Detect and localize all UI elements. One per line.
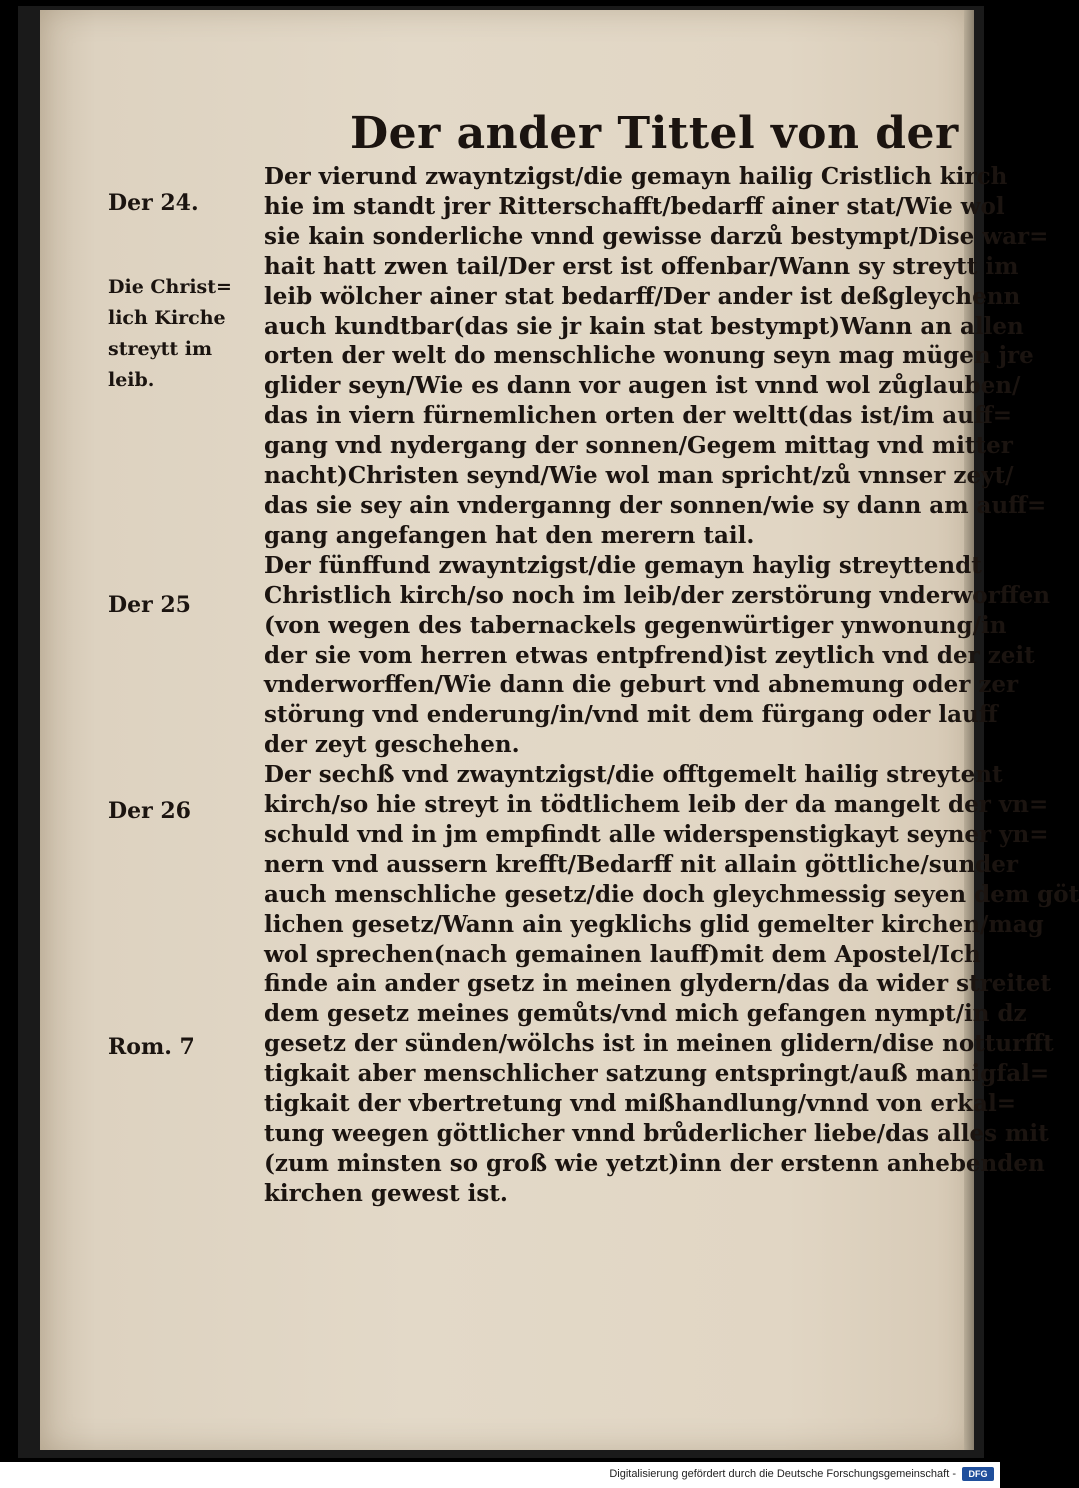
text-line: Der sechß vnd zwayntzigst/die offtgemelt hailig streytent xyxy=(264,761,1003,789)
dfg-logo: DFG xyxy=(962,1467,994,1481)
margin-note-26 xyxy=(108,796,220,827)
text-line: kirchen gewest ist. xyxy=(264,1179,508,1207)
text-line: nern vnd aussern krefft/Bedarff nit allain göttliche/sunder xyxy=(264,850,1019,878)
text-line: tung weegen göttlicher vnnd brůderlicher liebe/das alles mit xyxy=(264,1120,1049,1147)
margin-note-line: lich Kirche xyxy=(108,307,226,329)
margin-note-24 xyxy=(108,188,220,219)
text-line: sie kain sonderliche vnnd gewisse darzů bestympt/Dise war= xyxy=(264,222,1049,250)
margin-note-line: Die Christ= xyxy=(108,276,232,298)
funding-credit: Digitalisierung gefördert durch die Deutsche Forschungsgemeinschaft - xyxy=(609,1468,956,1480)
text-line: leib wölcher ainer stat bedarff/Der ander ist deßgleychenn xyxy=(264,282,1021,310)
text-line: kirch/so hie streyt in tödtlichem leib der da mangelt der vn= xyxy=(264,791,1049,819)
text-line: das in viern fürnemlichen orten der weltt(das ist/im auff= xyxy=(264,402,1013,430)
margin-note-line: Der 26 xyxy=(108,798,191,824)
text-line: hie im standt jrer Ritterschafft/bedarff ainer stat/Wie wol xyxy=(264,192,1005,220)
text-line: orten der welt do menschliche wonung seyn mag mügen jre xyxy=(264,342,1034,370)
margin-note-line: Der 24. xyxy=(108,190,199,216)
paragraph-25 xyxy=(232,551,1050,760)
text-line: auch kundtbar(das sie jr kain stat bestympt)Wann an allen xyxy=(264,312,1024,340)
text-line: der zeyt geschehen. xyxy=(264,731,520,759)
text-line: der sie vom herren etwas entpfrend)ist zeytlich vnd der zeit xyxy=(264,641,1035,669)
margin-note-rom-7 xyxy=(108,1032,220,1063)
text-line: wol sprechen(nach gemainen lauff)mit dem Apostel/Ich xyxy=(264,940,981,968)
text-line: dem gesetz meines gemůts/vnd mich gefangen nympt/in dz xyxy=(264,1000,1027,1028)
text-line: das sie sey ain vnderganng der sonnen/wie sy dann am auff= xyxy=(264,491,1047,519)
text-line: (zum minsten so groß wie yetzt)inn der erstenn anhebenden xyxy=(264,1149,1045,1177)
text-line: Christlich kirch/so noch im leib/der zerstörung vnderworffen xyxy=(264,581,1050,609)
text-line: vnderworffen/Wie dann die geburt vnd abnemung oder zer xyxy=(264,671,1019,699)
running-head: Der ander Tittel von der xyxy=(350,108,959,159)
paragraph-26 xyxy=(232,760,1079,1209)
text-line: lichen gesetz/Wann ain yegklichs glid gemelter kirchen/mag xyxy=(264,910,1044,938)
text-line: störung vnd enderung/in/vnd mit dem fürgang oder lauff xyxy=(264,701,998,729)
text-line: Der fünffund zwayntzigst/die gemayn haylig streyttendt xyxy=(264,551,982,579)
text-line: auch menschliche gesetz/die doch gleychmessig seyen dem göt xyxy=(264,880,1079,908)
margin-note-christlich-kirche xyxy=(108,272,232,396)
text-line: glider seyn/Wie es dann vor augen ist vnnd wol zůglauben/ xyxy=(264,372,1021,400)
text-line: gang vnd nydergang der sonnen/Gegem mittag vnd mitter xyxy=(264,432,1013,460)
paragraph-24 xyxy=(232,162,1049,551)
body-text xyxy=(232,162,1079,1209)
margin-note-line: Der 25 xyxy=(108,592,191,618)
margin-note-25 xyxy=(108,590,220,621)
text-line: finde ain ander gsetz in meinen glydern/das da wider streitet xyxy=(264,970,1052,998)
margin-note-line: leib. xyxy=(108,369,155,391)
text-line: (von wegen des tabernackels gegenwürtiger ynwonung/in xyxy=(264,611,1007,639)
text-line: nacht)Christen seynd/Wie wol man spricht/zů vnnser zeyt/ xyxy=(264,462,1014,490)
margin-note-line: Rom. 7 xyxy=(108,1034,195,1060)
text-line: tigkait der vbertretung vnd mißhandlung/vnnd von erkal= xyxy=(264,1090,1016,1118)
text-line: schuld vnd in jm empfindt alle widerspenstigkayt seyner yn= xyxy=(264,820,1049,848)
text-line: gesetz der sünden/wölchs ist in meinen glidern/dise notturfft xyxy=(264,1030,1054,1058)
text-line: gang angefangen hat den merern tail. xyxy=(264,521,755,549)
margin-note-line: streytt im xyxy=(108,338,213,360)
text-line: tigkait aber menschlicher satzung entspringt/auß manigfal= xyxy=(264,1060,1050,1088)
viewer-footer xyxy=(0,1462,1000,1488)
text-line: hait hatt zwen tail/Der erst ist offenbar/Wann sy streytt im xyxy=(264,252,1019,280)
text-line: Der vierund zwayntzigst/die gemayn hailig Cristlich kirch xyxy=(264,163,1008,190)
